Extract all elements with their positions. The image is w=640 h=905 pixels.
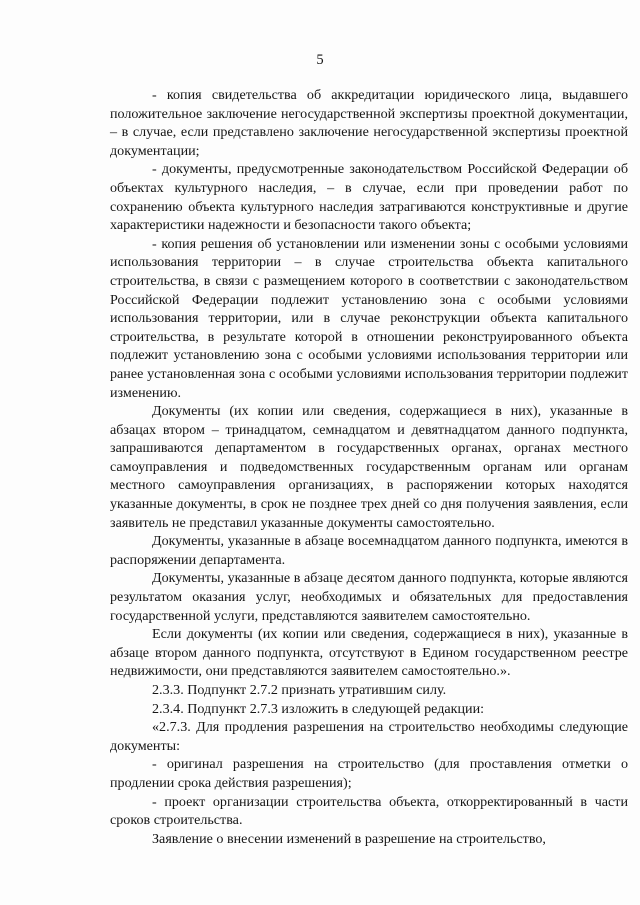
paragraph: «2.7.3. Для продления разрешения на строительство необходимы следующие документы: [110, 719, 628, 754]
paragraph: 2.3.4. Подпункт 2.7.3 изложить в следующей редакции: [152, 700, 485, 717]
paragraph: Заявление о внесении изменений в разрешение на строительство, [152, 830, 546, 847]
paragraph: - проект организации строительства объекта, откорректированный в части сроков строительства. [110, 793, 628, 829]
document-body [110, 86, 628, 848]
paragraph: 2.3.3. Подпункт 2.7.2 признать утратившим силу. [152, 682, 447, 698]
paragraph: - документы, предусмотренные законодательством Российской Федерации об объектах культурного наследия, – в случае, если при проведении работ по сохранению объекта культурного наследия затрагиваются конструктивные и другие характеристики надежности и безопасности такого объекта; [110, 161, 628, 234]
paragraph: Документы, указанные в абзаце восемнадцатом данного подпункта, имеются в распоряжении департамента. [110, 533, 628, 568]
paragraph: - оригинал разрешения на строительство (для проставления отметки о продлении срока действия разрешения); [110, 756, 628, 791]
page-number: 5 [316, 52, 324, 68]
paragraph: Документы, указанные в абзаце десятом данного подпункта, которые являются результатом оказания услуг, необходимых и обязательных для предоставления государственной услуги, представляются заявителем самостоятельно. [110, 570, 628, 624]
paragraph: - копия свидетельства об аккредитации юридического лица, выдавшего положительное заключение негосударственной экспертизы проектной документации, – в случае, если представлено заключение негосударственной экспертизы проектной документации; [110, 87, 628, 159]
paragraph: Если документы (их копии или сведения, содержащиеся в них), указанные в абзаце втором данного подпункта, отсутствуют в Едином государственном реестре недвижимости, они представляются заявителем самостоятельно.». [110, 626, 628, 680]
paragraph: Документы (их копии или сведения, содержащиеся в них), указанные в абзацах втором – тринадцатом, семнадцатом и девятнадцатом данного подпункта, запрашиваются департаментом в государственных органах, органах местного самоуправления и подведомственных государственным органам или органам местного самоуправления организациях, в распоряжении которых находятся указанные документы, в срок не позднее трех дней со дня получения заявления, если заявитель не представил указанные документы самостоятельно. [110, 403, 628, 531]
paragraph: - копия решения об установлении или изменении зоны с особыми условиями использования территории – в случае строительства объекта капитального строительства, в связи с размещением которого в соответствии с законодательством Российской Федерации подлежит установлению зона с особыми условиями использования территории, или в случае реконструкции объекта капитального строительства, в результате которой в отношении реконструированного объекта подлежит установлению зона с особыми условиями использования территории или ранее установленная зона с особыми условиями использования территории подлежит изменению. [110, 235, 628, 401]
